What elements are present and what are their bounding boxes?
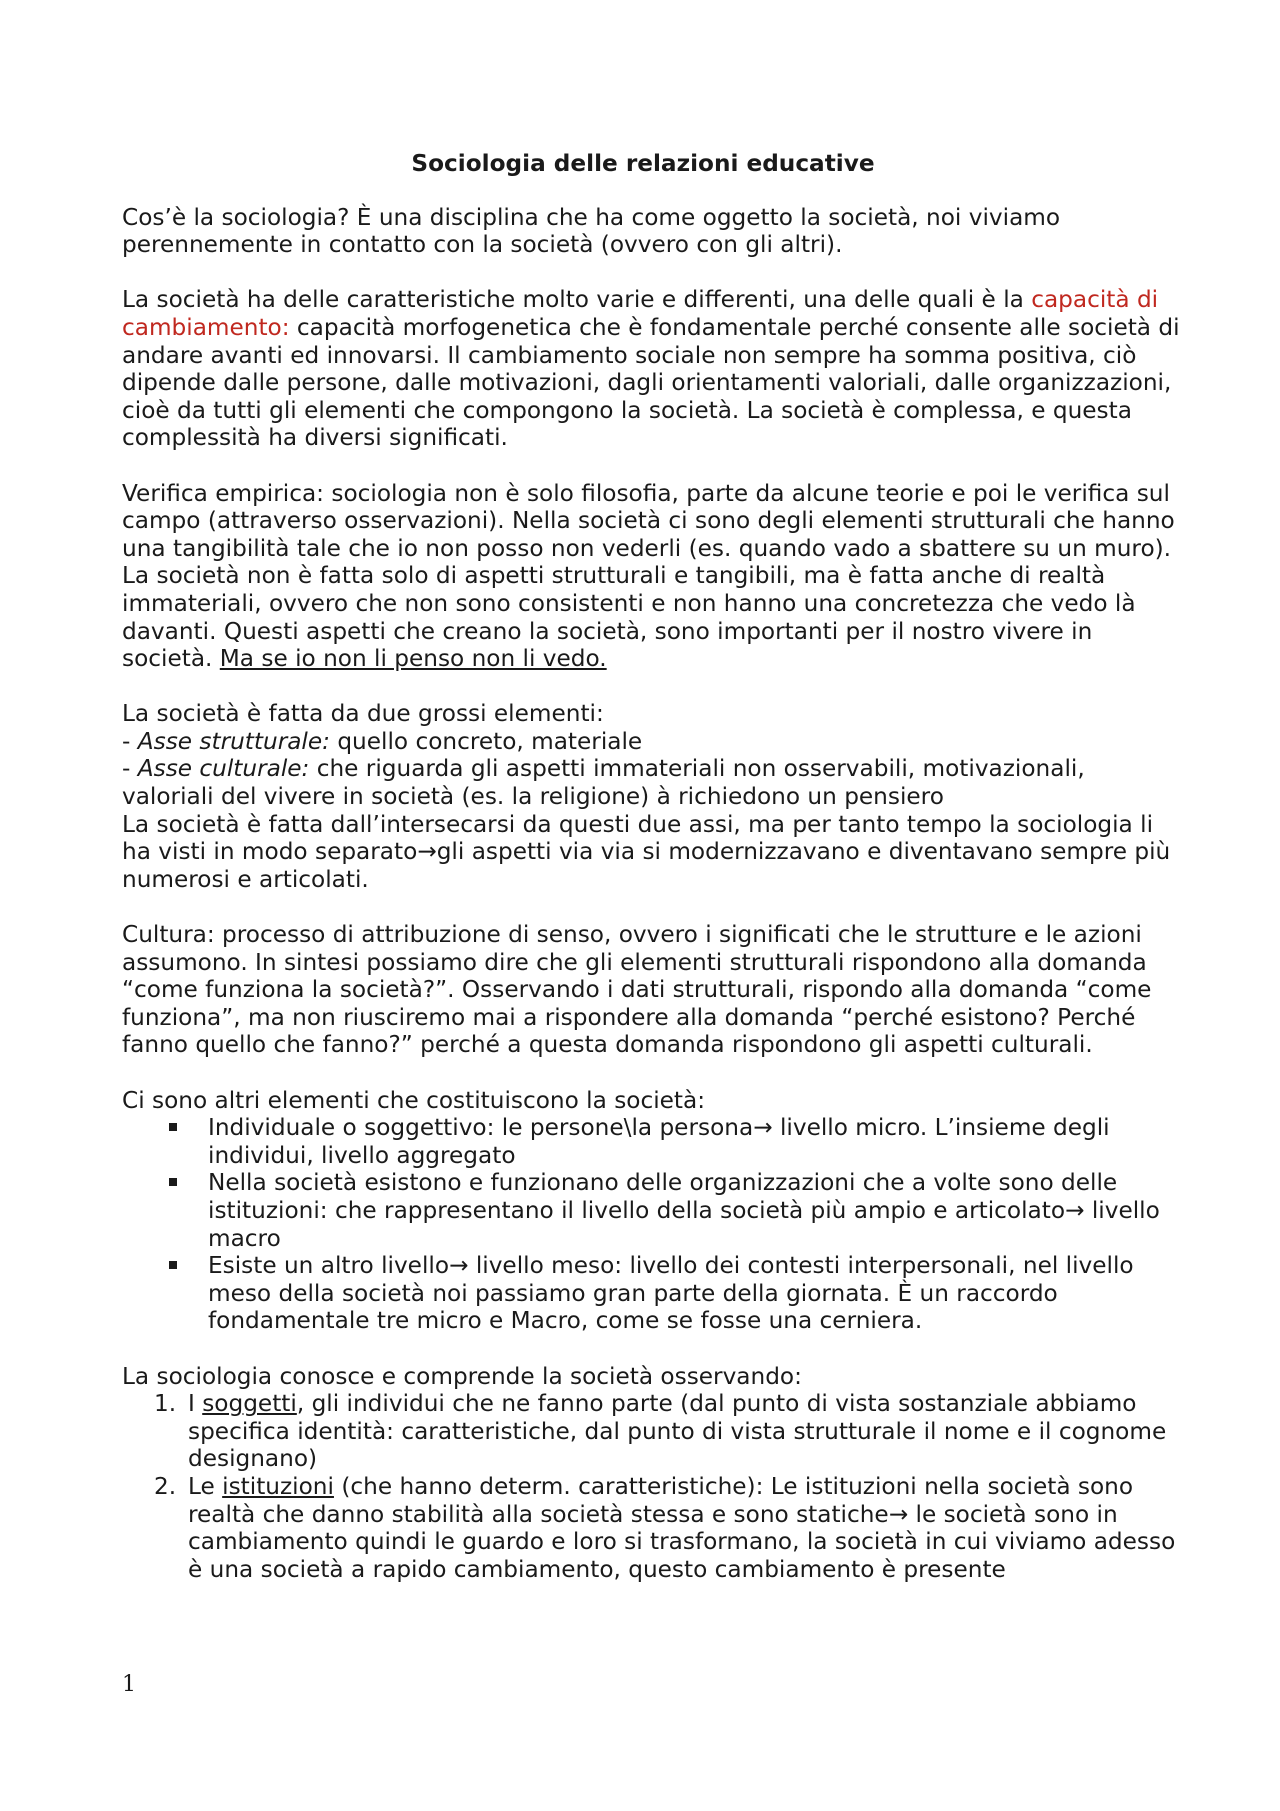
axis-text: quello concreto, materiale — [329, 727, 643, 755]
list-item — [122, 1169, 1180, 1252]
paragraph-text: La società non è fatta solo di aspetti strutturali e tangibili, ma è fatta anche di realtà immateriali, ovvero che non sono consistenti e non hanno una concretezza che vedo là davanti. Questi aspetti che creano la società, sono importanti per il nostro vivere in società. — [122, 562, 1136, 673]
paragraph-immaterial-realities — [122, 562, 1180, 672]
list-number: 2. — [154, 1472, 177, 1500]
list-item-text: livello meso: livello dei contesti interpersonali, nel livello meso della società noi passiamo gran parte della giornata. È un raccordo fondamentale tre micro e Macro, come se fosse una cerniera. — [208, 1252, 1134, 1335]
list-item — [122, 1252, 1180, 1335]
paragraph-other-elements-intro: Ci sono altri elementi che costituiscono la società: — [122, 1086, 706, 1114]
paragraph-society-characteristics — [122, 286, 1180, 452]
list-item — [122, 1473, 1180, 1583]
axis-cultural-line: - Asse culturale: che riguarda gli aspetti immateriali non osservabili, motivazionali, valoriali del vivere in società (es. la religione) à richiedono un pensiero — [122, 755, 1085, 811]
list-item-text: le società sono in cambiamento quindi le guardo e loro si trasformano, la società in cui viviamo adesso è una società a rapido cambiamento, questo cambiamento è presente — [188, 1500, 1176, 1583]
highlighted-term: capacità di cambiamento: — [122, 286, 1159, 341]
paragraph-text: La società è fatta dall’intersecarsi da questi due assi, ma per tanto tempo la sociologia li ha visti in modo separato — [122, 810, 1154, 866]
list-item-text: livello micro. L’insieme degli individui, livello aggregato — [208, 1114, 1110, 1169]
arrow-icon: → — [1065, 1196, 1085, 1224]
levels-bullet-list — [122, 1114, 1180, 1335]
bullet-square-icon — [169, 1123, 177, 1131]
page-content — [122, 150, 1180, 1583]
bullet-square-icon — [169, 1261, 177, 1269]
underlined-sentence: Ma se io non li penso non li vedo. — [219, 645, 607, 673]
list-item-text: Individuale o soggettivo: le persone\la persona — [208, 1114, 754, 1142]
paragraph-empirical-verification: Verifica empirica: sociologia non è solo filosofia, parte da alcune teorie e poi le verifica sul campo (attraverso osservazioni). Nella società ci sono degli elementi strutturali che hanno una tangibilità tale che io non posso non vederli (es. quando vado a sbattere su un muro). — [122, 479, 1175, 562]
paragraph-two-axes-intro: La società è fatta da due grossi elementi: — [122, 700, 604, 728]
list-item-text: I — [188, 1390, 203, 1418]
list-item-text: (che hanno determ. caratteristiche): Le istituzioni nella società sono realtà che danno stabilità alla società stessa e sono statiche — [188, 1472, 1134, 1528]
page-number: 1 — [122, 1672, 136, 1697]
arrow-icon: → — [449, 1252, 469, 1280]
list-item-text: , gli individui che ne fanno parte (dal punto di vista sostanziale abbiamo specifica identità: caratteristiche, dal punto di vista strutturale il nome e il cognome designano) — [188, 1390, 1167, 1473]
arrow-icon: → — [888, 1500, 909, 1528]
arrow-icon: → — [417, 838, 437, 866]
paragraph-axes-conclusion — [122, 811, 1180, 894]
list-item — [122, 1390, 1180, 1473]
paragraph-culture: Cultura: processo di attribuzione di senso, ovvero i significati che le strutture e le azioni assumono. In sintesi possiamo dire che gli elementi strutturali rispondono alla domanda “come funziona la società?”. Osservando i dati strutturali, rispondo alla domanda “come funziona”, ma non riusciremo mai a rispondere alla domanda “perché esistono? Perché fanno quello che fanno?” perché a questa domanda rispondono gli aspetti culturali. — [122, 921, 1152, 1059]
axis-structural-line: - Asse strutturale: quello concreto, materiale — [122, 727, 643, 755]
paragraph-text: capacità morfogenetica che è fondamentale perché consente alle società di andare avanti ed innovarsi. Il cambiamento sociale non sempre ha somma positiva, ciò dipende dalle persone, dalle motivazioni, dagli orientamenti valoriali, dalle organizzazioni, cioè da tutti gli elementi che compongono la società. La società è complessa, e questa complessità ha diversi significati. — [122, 313, 1180, 452]
list-item-text: Esiste un altro livello — [208, 1252, 450, 1280]
list-number: 1. — [154, 1390, 177, 1418]
list-item-text: Le — [188, 1472, 223, 1500]
paragraph-what-is-sociology: Cos’è la sociologia? È una disciplina che ha come oggetto la società, noi viviamo perennemente in contatto con la società (ovvero con gli altri). — [122, 203, 1061, 259]
axis-label: Asse strutturale: — [137, 727, 330, 755]
list-item — [122, 1114, 1180, 1169]
underlined-term: soggetti — [202, 1390, 297, 1418]
observation-numbered-list — [122, 1390, 1180, 1583]
axis-text: che riguarda gli aspetti immateriali non osservabili, motivazionali, valoriali del vivere in società (es. la religione) à richiedono un pensiero — [122, 755, 1085, 811]
arrow-icon: → — [753, 1114, 773, 1142]
document-title: Sociologia delle relazioni educative — [411, 150, 875, 177]
bullet-square-icon — [169, 1178, 177, 1186]
paragraph-text: La società ha delle caratteristiche molto varie e differenti, una delle quali è la — [122, 286, 1032, 314]
paragraph-observation-intro: La sociologia conosce e comprende la società osservando: — [122, 1362, 802, 1390]
axis-label: Asse culturale: — [137, 755, 310, 783]
paragraph-text: gli aspetti via via si modernizzavano e diventavano sempre più numerosi e articolati. — [122, 838, 1171, 893]
underlined-term: istituzioni — [222, 1472, 334, 1500]
list-item-text: Nella società esistono e funzionano delle organizzazioni che a volte sono delle istituzioni: che rappresentano il livello della società più ampio e articolato — [208, 1169, 1118, 1224]
list-item-text: livello macro — [208, 1196, 1160, 1252]
